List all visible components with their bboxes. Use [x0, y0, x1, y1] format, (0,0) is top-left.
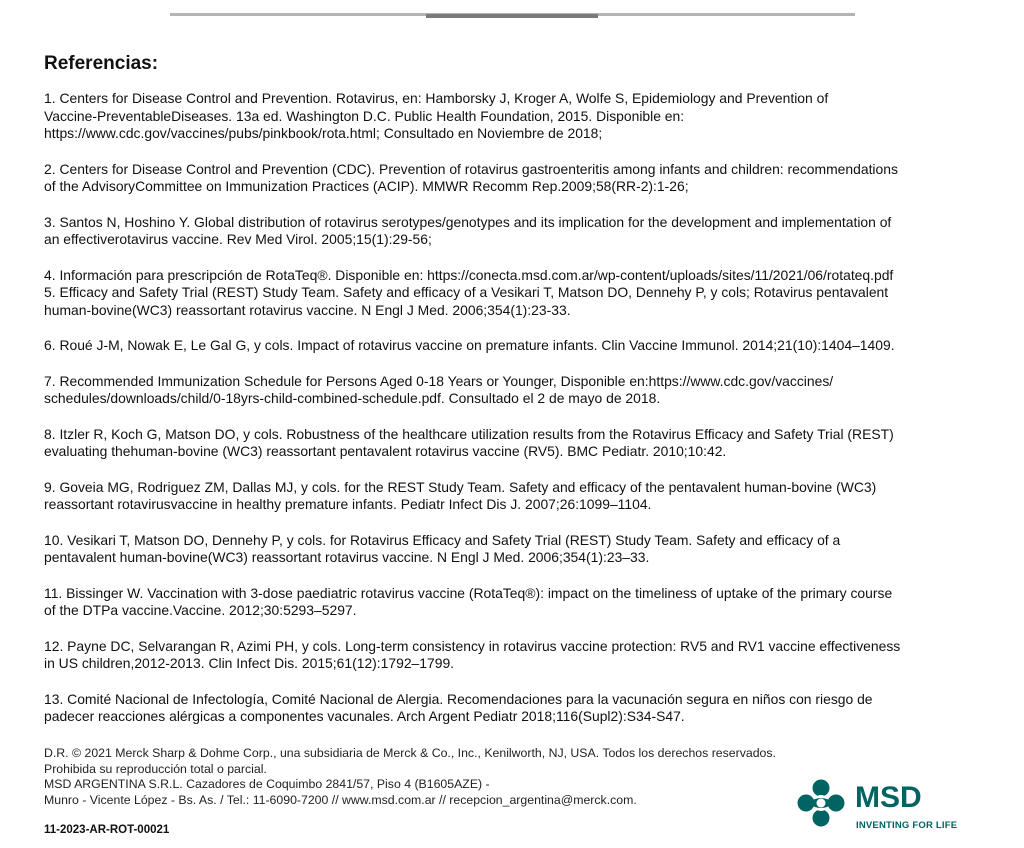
reference-item	[44, 532, 984, 567]
reference-line: 10. Vesikari T, Matson DO, Dennehy P, y cols. for Rotavirus Efficacy and Safety Trial (REST) Study Team. Safety and efficacy of a	[44, 531, 841, 548]
reference-line: 3. Santos N, Hoshino Y. Global distribution of rotavirus serotypes/genotypes and its implication for the development and implementation of	[44, 213, 892, 230]
references-list	[44, 90, 984, 726]
reference-line: in US children,2012-2013. Clin Infect Dis. 2015;61(12):1792–1799.	[44, 655, 455, 671]
reference-item	[44, 90, 984, 143]
reference-item	[44, 214, 984, 249]
reference-line: human-bovine(WC3) reassortant rotavirus vaccine. N Engl J Med. 2006;354(1):23-33.	[44, 301, 571, 318]
reference-line: schedules/downloads/child/0-18yrs-child-combined-schedule.pdf. Consultado el 2 de mayo de 2018.	[44, 390, 661, 406]
reference-line: pentavalent human-bovine(WC3) reassortant rotavirus vaccine. N Engl J Med. 2006;354(1):23–33.	[44, 549, 650, 565]
reference-item	[44, 373, 984, 408]
footer-line: MSD ARGENTINA S.R.L. Cazadores de Coquimbo 2841/57, Piso 4 (B1605AZE) -	[44, 777, 490, 791]
scroll-track[interactable]	[170, 13, 855, 16]
reference-line: 11. Bissinger W. Vaccination with 3-dose paediatric rotavirus vaccine (RotaTeq®): impact on the timeliness of uptake of the primary course	[44, 584, 893, 601]
reference-line: padecer reacciones alérgicas a componentes vacunales. Arch Argent Pediatr 2018;116(Supl2):S34-S47.	[44, 708, 685, 724]
document-code: 11-2023-AR-ROT-00021	[44, 824, 170, 836]
footer-line: D.R. © 2021 Merck Sharp & Dohme Corp., una subsidiaria de Merck & Co., Inc., Kenilworth, NJ, USA. Todos los derechos reservados.	[44, 746, 776, 760]
reference-line: 2. Centers for Disease Control and Prevention (CDC). Prevention of rotavirus gastroenteritis among infants and children: recommendations	[44, 160, 898, 177]
reference-item	[44, 284, 984, 319]
reference-line: of the DTPa vaccine.Vaccine. 2012;30:5293–5297.	[44, 602, 357, 618]
reference-line: 7. Recommended Immunization Schedule for Persons Aged 0-18 Years or Younger, Disponible en:https://www.cdc.gov/vaccines/	[44, 372, 834, 389]
reference-item	[44, 426, 984, 461]
reference-line: https://www.cdc.gov/vaccines/pubs/pinkbook/rota.html; Consultado en Noviembre de 2018;	[44, 125, 603, 141]
reference-line: 1. Centers for Disease Control and Prevention. Rotavirus, en: Hamborsky J, Kroger A, Wolfe S, Epidemiology and Prevention of	[44, 90, 829, 106]
reference-line: 12. Payne DC, Selvarangan R, Azimi PH, y cols. Long-term consistency in rotavirus vaccine protection: RV5 and RV1 vaccine effectiveness	[44, 637, 901, 654]
footer-line: Munro - Vicente López - Bs. As. / Tel.: 11-6090-7200 // www.msd.com.ar // recepcion_argentina@merck.com.	[44, 792, 637, 807]
reference-line: Vaccine-PreventableDiseases. 13a ed. Washington D.C. Public Health Foundation, 2015. Disponible en:	[44, 107, 685, 124]
logo-tagline: INVENTING FOR LIFE	[856, 820, 958, 831]
reference-line: evaluating thehuman-bovine (WC3) reassortant pentavalent rotavirus vaccine (RV5). BMC Pediatr. 2010;10:42.	[44, 443, 727, 459]
reference-item	[44, 585, 984, 620]
scroll-thumb[interactable]	[426, 14, 598, 18]
reference-line: 6. Roué J-M, Nowak E, Le Gal G, y cols. Impact of rotavirus vaccine on premature infants. Clin Vaccine Immunol. 2014;21(10):1404–1409.	[44, 337, 895, 353]
reference-line: of the AdvisoryCommittee on Immunization Practices (ACIP). MMWR Recomm Rep.2009;58(RR-2):1-26;	[44, 178, 689, 194]
logo-wordmark: MSD	[855, 781, 922, 814]
reference-line: 8. Itzler R, Koch G, Matson DO, y cols. Robustness of the healthcare utilization results from the Rotavirus Efficacy and Safety Trial (REST)	[44, 425, 894, 442]
references-heading: Referencias:	[44, 53, 159, 74]
reference-item	[44, 691, 984, 726]
reference-item	[44, 161, 984, 196]
reference-item	[44, 337, 984, 355]
reference-item	[44, 479, 984, 514]
msd-logo	[797, 779, 967, 834]
reference-line: 13. Comité Nacional de Infectología, Comité Nacional de Alergia. Recomendaciones para la vacunación segura en niños con riesgo de	[44, 690, 873, 707]
footer-line: Prohibida su reproducción total o parcial.	[44, 761, 267, 776]
reference-line: 4. Información para prescripción de RotaTeq®. Disponible en: https://conecta.msd.com.ar/wp-content/uploads/sites/11/2021/06/rotateq.pdf	[44, 266, 894, 283]
reference-item	[44, 638, 984, 673]
reference-line: 5. Efficacy and Safety Trial (REST) Study Team. Safety and efficacy of a Vesikari T, Matson DO, Dennehy P, y cols; Rotavirus pentavalent	[44, 284, 889, 300]
reference-item	[44, 267, 984, 285]
references-section	[44, 53, 984, 744]
reference-line: an effectiverotavirus vaccine. Rev Med Virol. 2005;15(1):29-56;	[44, 231, 432, 247]
msd-logo-icon	[797, 779, 845, 827]
legal-footer	[44, 746, 776, 808]
reference-line: reassortant rotavirusvaccine in healthy premature infants. Pediatr Infect Dis J. 2007;26:1099–1104.	[44, 496, 652, 512]
reference-line: 9. Goveia MG, Rodriguez ZM, Dallas MJ, y cols. for the REST Study Team. Safety and efficacy of the pentavalent human-bovine (WC3)	[44, 478, 877, 495]
